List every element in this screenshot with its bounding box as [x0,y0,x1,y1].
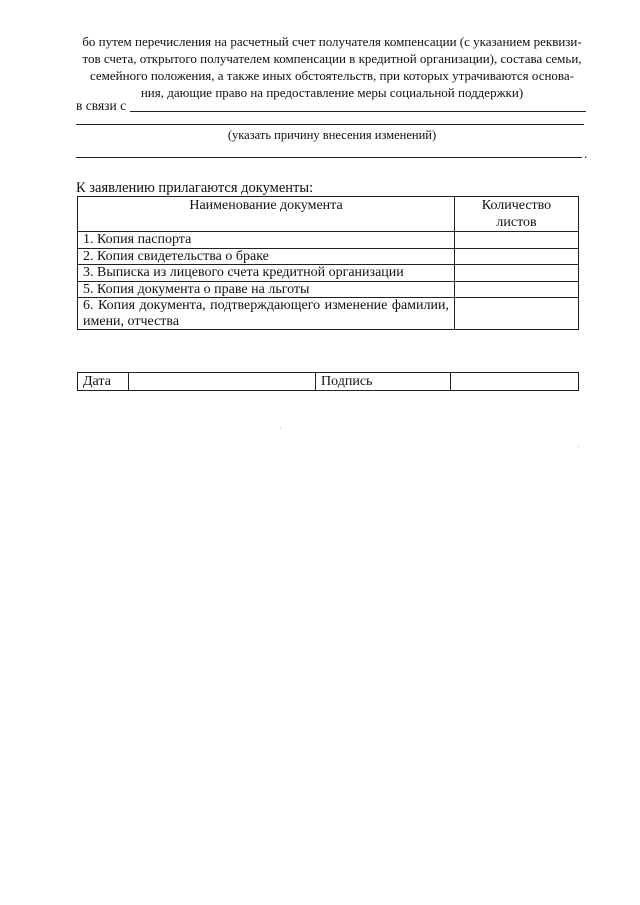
table-row [78,232,579,249]
reason-row [76,98,586,114]
intro-paragraph [76,33,588,101]
intro-line: бо путем перечисления на расчетный счет получателя компенсации (с указанием реквизи- [82,34,582,49]
signature-field[interactable] [451,373,579,391]
date-field[interactable] [129,373,316,391]
table-row [78,281,579,298]
signature-table [77,372,579,391]
scan-speck [578,446,579,447]
signature-row [78,373,579,391]
header-count-line2: листов [496,215,537,230]
reason-end-mark: . [584,146,588,161]
sheet-count-cell[interactable] [455,298,579,330]
document-name-cell: 2. Копия свидетельства о браке [78,248,455,265]
sheet-count-cell[interactable] [455,265,579,282]
header-document-name: Наименование документа [78,197,455,232]
attachments-table [77,196,579,330]
document-name-cell: 6. Копия документа, подтверждающего изменение фамилии, имени, отчества [78,298,455,330]
document-name-cell: 1. Копия паспорта [78,232,455,249]
reason-label: в связи с [76,98,127,113]
header-count-line1: Количество [481,198,552,213]
intro-line: семейного положения, а также иных обстоятельств, при которых утрачиваются основа- [89,68,574,83]
attachments-title: К заявлению прилагаются документы: [76,180,314,196]
document-name-cell: 5. Копия документа о праве на льготы [78,281,455,298]
reason-field-line-3[interactable] [76,157,582,158]
reason-field-line-1[interactable] [130,99,586,112]
scan-speck [280,427,281,428]
sheet-count-cell[interactable] [455,248,579,265]
reason-hint: (указать причину внесения изменений) [227,128,437,142]
reason-field-line-2[interactable] [76,124,584,125]
intro-line: тов счета, открытого получателем компенсации в кредитной организации), состава семьи, [82,51,582,66]
table-header-row [78,197,579,232]
table-row [78,298,579,330]
sheet-count-cell[interactable] [455,281,579,298]
document-name-cell: 3. Выписка из лицевого счета кредитной организации [78,265,455,282]
signature-label: Подпись [316,373,451,391]
table-row [78,248,579,265]
header-sheet-count [455,197,579,232]
intro-line: ния, дающие право на предоставление меры социальной поддержки) [140,85,524,100]
date-label: Дата [78,373,129,391]
sheet-count-cell[interactable] [455,232,579,249]
table-row [78,265,579,282]
